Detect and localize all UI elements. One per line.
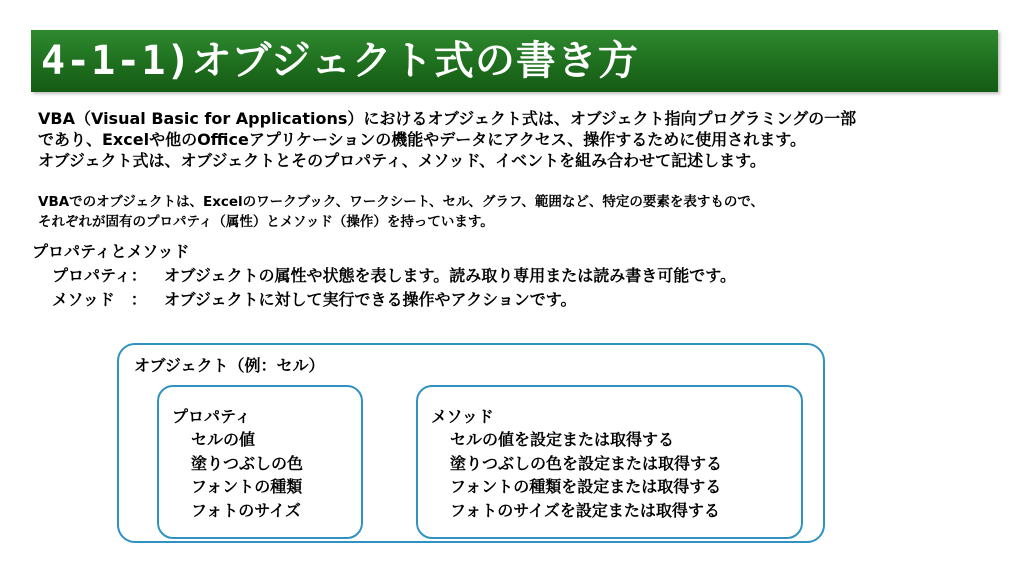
property-item: フォトのサイズ bbox=[191, 500, 301, 520]
properties-box bbox=[157, 385, 363, 539]
intro-line: であり、Excelや他のOfficeアプリケーションの機能やデータにアクセス、操作するために使用されます。 bbox=[38, 130, 806, 149]
property-item: フォントの種類 bbox=[191, 477, 303, 496]
intro-paragraph bbox=[38, 108, 856, 171]
title-bar bbox=[31, 30, 998, 92]
detail-line: VBAでのオブジェクトは、Excelのワークブック、ワークシート、セル、グラフ、範囲など、特定の要素を表すもので、 bbox=[38, 194, 765, 210]
method-definition bbox=[32, 288, 736, 312]
property-method-section bbox=[32, 240, 736, 312]
object-diagram bbox=[117, 343, 825, 543]
property-item: 塗りつぶしの色 bbox=[191, 453, 304, 473]
method-item: セルの値を設定または取得する bbox=[450, 430, 675, 449]
method-item: フォトのサイズを設定または取得する bbox=[450, 500, 720, 520]
methods-heading: メソッド bbox=[431, 407, 494, 426]
method-description: オブジェクトに対して実行できる操作やアクションです。 bbox=[164, 290, 577, 309]
object-diagram-label: オブジェクト（例：セル） bbox=[134, 356, 325, 375]
methods-box bbox=[416, 385, 803, 539]
method-item: 塗りつぶしの色を設定または取得する bbox=[450, 453, 723, 473]
property-key: プロパティ： bbox=[52, 266, 147, 285]
pm-heading: プロパティとメソッド bbox=[32, 242, 190, 261]
slide-title: 4-1-1)オブジェクト式の書き方 bbox=[41, 38, 639, 84]
properties-heading: プロパティ bbox=[172, 407, 251, 426]
method-item: フォントの種類を設定または取得する bbox=[450, 477, 722, 496]
methods-list bbox=[450, 428, 722, 522]
detail-line: それぞれが固有のプロパティ（属性）とメソッド（操作）を持っています。 bbox=[38, 214, 494, 230]
intro-line: オブジェクト式は、オブジェクトとそのプロパティ、メソッド、イベントを組み合わせて記述します。 bbox=[38, 151, 766, 170]
detail-paragraph bbox=[38, 192, 764, 232]
intro-line: VBA（Visual Basic for Applications）におけるオブジェクト式は、オブジェクト指向プログラミングの一部 bbox=[38, 109, 857, 128]
method-key: メソッド ： bbox=[52, 290, 147, 309]
properties-list bbox=[191, 428, 303, 522]
property-item: セルの値 bbox=[191, 430, 256, 449]
property-description: オブジェクトの属性や状態を表します。読み取り専用または読み書き可能です。 bbox=[164, 266, 737, 285]
property-definition bbox=[32, 264, 736, 288]
